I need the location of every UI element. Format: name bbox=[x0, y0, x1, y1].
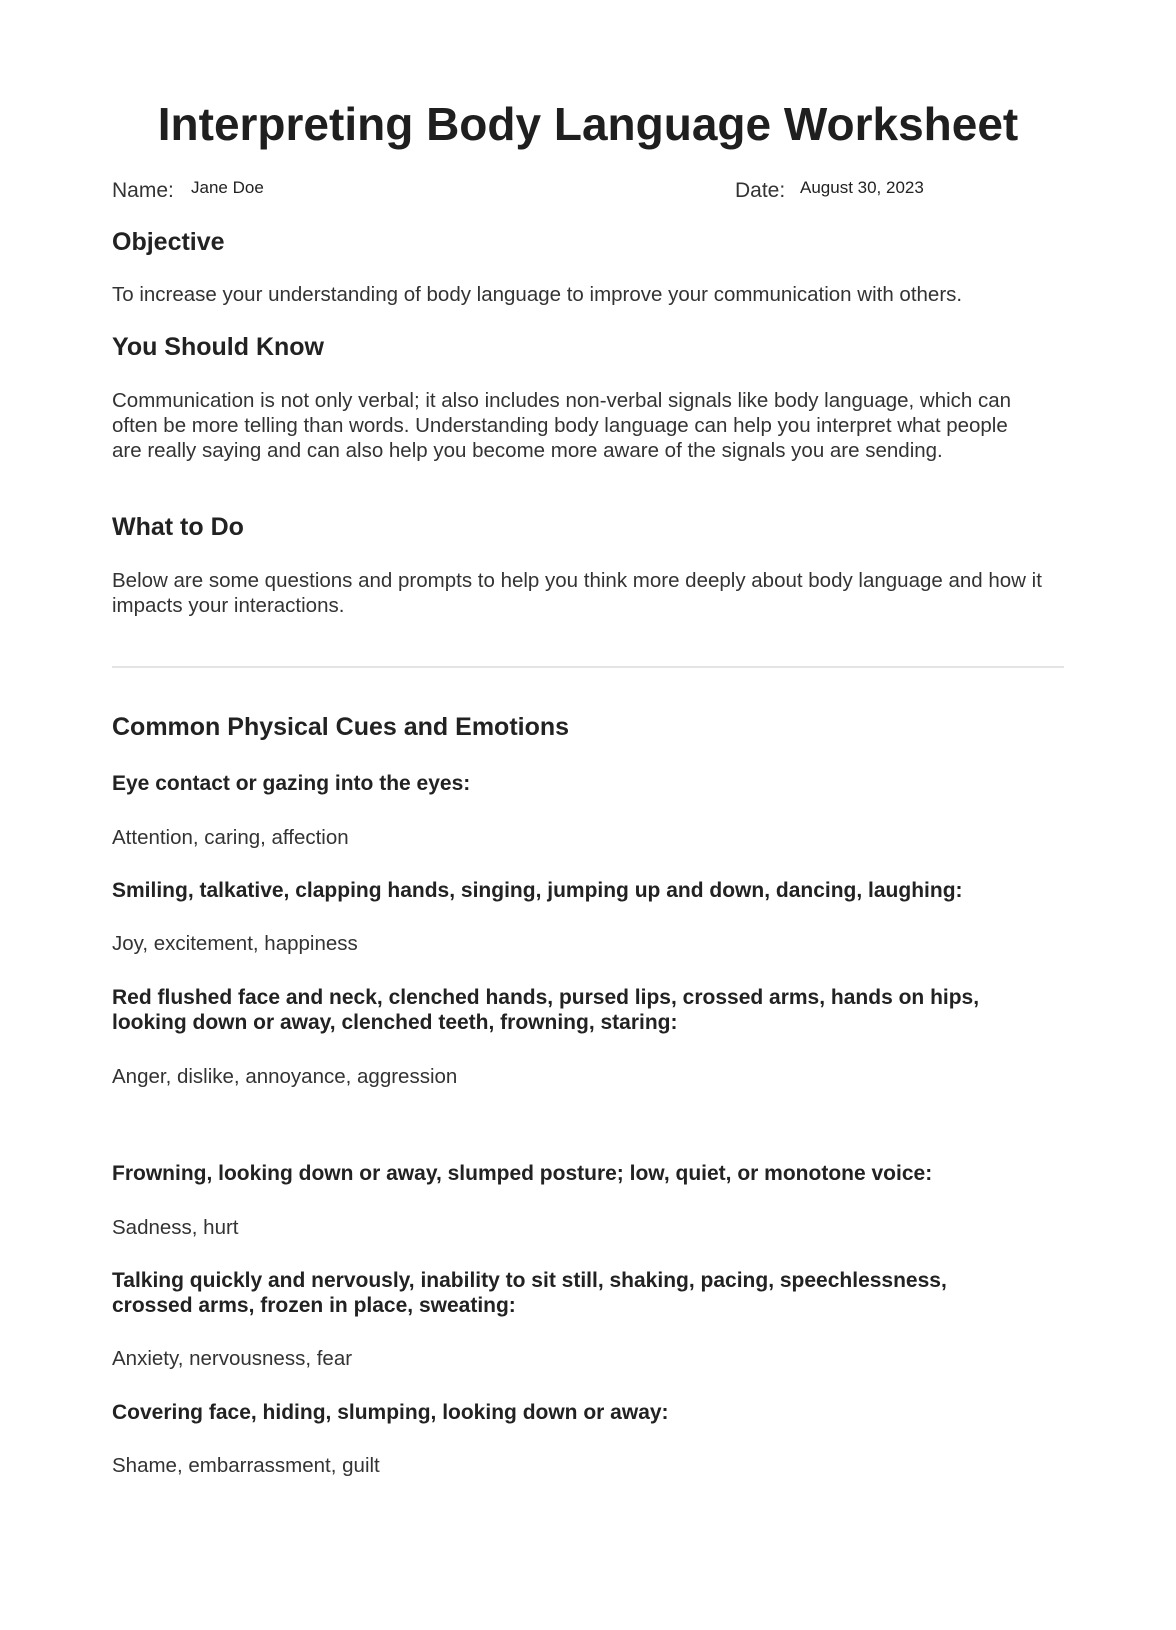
objective-heading: Objective bbox=[112, 228, 225, 256]
cue-text: Covering face, hiding, slumping, looking down or away: bbox=[112, 1401, 669, 1424]
emotion-text: Shame, embarrassment, guilt bbox=[112, 1454, 380, 1477]
emotion-text: Attention, caring, affection bbox=[112, 826, 349, 849]
cue-text: Smiling, talkative, clapping hands, singing, jumping up and down, dancing, laughing: bbox=[112, 879, 963, 902]
what-to-do-heading: What to Do bbox=[112, 513, 244, 541]
what-to-do-text: Below are some questions and prompts to help you think more deeply about body language and how it impacts your interactions. bbox=[112, 569, 1042, 617]
cues-heading: Common Physical Cues and Emotions bbox=[112, 713, 570, 741]
emotion-text: Joy, excitement, happiness bbox=[112, 932, 358, 955]
name-label: Name: bbox=[112, 179, 174, 202]
emotion-text: Anger, dislike, annoyance, aggression bbox=[112, 1065, 458, 1088]
cue-text: Talking quickly and nervously, inability to sit still, shaking, pacing, speechlessness, crossed arms, frozen in place, sweating: bbox=[112, 1269, 947, 1317]
name-field[interactable]: Jane Doe bbox=[191, 178, 264, 197]
page-title: Interpreting Body Language Worksheet bbox=[157, 98, 1019, 150]
cue-text: Red flushed face and neck, clenched hands, pursed lips, crossed arms, hands on hips, looking down or away, clenched teeth, frowning, staring: bbox=[112, 986, 980, 1034]
objective-text: To increase your understanding of body language to improve your communication with others. bbox=[112, 283, 963, 306]
cue-text: Eye contact or gazing into the eyes: bbox=[112, 772, 471, 795]
emotion-text: Anxiety, nervousness, fear bbox=[112, 1347, 353, 1370]
should-know-text: Communication is not only verbal; it also includes non-verbal signals like body language, which can often be more telling than words. Understanding body language can help you interpret what people are really saying and can also help you become more aware of the signals you are sending. bbox=[112, 389, 1012, 462]
emotion-text: Sadness, hurt bbox=[112, 1216, 239, 1239]
date-field[interactable]: August 30, 2023 bbox=[800, 178, 924, 197]
cue-text: Frowning, looking down or away, slumped posture; low, quiet, or monotone voice: bbox=[112, 1162, 933, 1185]
date-label: Date: bbox=[735, 179, 786, 202]
should-know-heading: You Should Know bbox=[112, 333, 324, 361]
section-divider bbox=[112, 666, 1064, 668]
